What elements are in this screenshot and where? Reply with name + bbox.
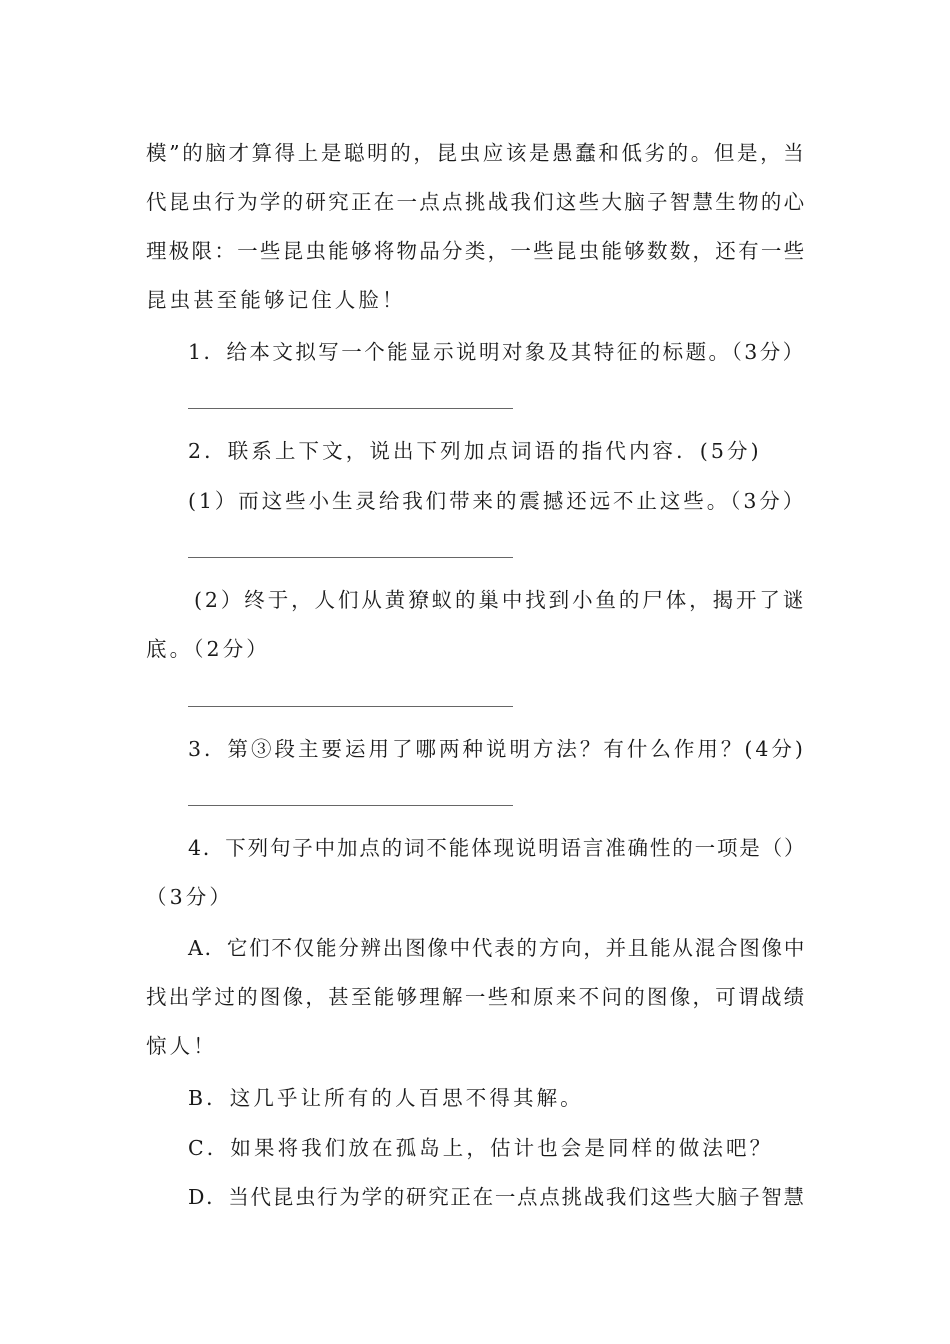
option-c: C．如果将我们放在孤岛上，估计也会是同样的做法吧？ bbox=[188, 1136, 774, 1160]
passage-line-4: 昆虫甚至能够记住人脸！ bbox=[146, 288, 406, 312]
question-4-line-2: （3分） bbox=[146, 885, 233, 909]
passage-line-3: 理极限：一些昆虫能够将物品分类，一些昆虫能够数数，还有一些 bbox=[146, 239, 807, 263]
passage-line-1: 模”的脑才算得上是聪明的，昆虫应该是愚蠢和低劣的。但是，当 bbox=[146, 141, 807, 165]
option-a-line-1: A．它们不仅能分辨出图像中代表的方向，并且能从混合图像中 bbox=[188, 936, 807, 960]
question-3: 3．第③段主要运用了哪两种说明方法？有什么作用？(4分) bbox=[188, 737, 806, 761]
passage-line-2: 代昆虫行为学的研究正在一点点挑战我们这些大脑子智慧生物的心 bbox=[146, 190, 807, 214]
answer-blank-3 bbox=[188, 805, 513, 806]
answer-blank-2-1 bbox=[188, 557, 513, 558]
option-a-line-2: 找出学过的图像，甚至能够理解一些和原来不问的图像，可谓战绩 bbox=[146, 985, 807, 1009]
question-1: 1．给本文拟写一个能显示说明对象及其特征的标题。（3分） bbox=[188, 340, 806, 364]
question-2-part-2-line-1: (2）终于，人们从黄獠蚁的巢中找到小鱼的尸体，揭开了谜 bbox=[194, 588, 807, 612]
answer-blank-1 bbox=[188, 408, 513, 409]
option-a-line-3: 惊人！ bbox=[146, 1034, 217, 1058]
option-b: B．这几乎让所有的人百思不得其解。 bbox=[188, 1086, 584, 1110]
question-2: 2．联系上下文，说出下列加点词语的指代内容．(5分) bbox=[188, 439, 762, 463]
option-d: D．当代昆虫行为学的研究正在一点点挑战我们这些大脑子智慧 bbox=[188, 1185, 806, 1209]
question-2-part-2-line-2: 底。（2分） bbox=[146, 637, 270, 661]
question-2-part-1: (1）而这些小生灵给我们带来的震撼还远不止这些。（3分） bbox=[188, 489, 807, 513]
answer-blank-2-2 bbox=[188, 706, 513, 707]
question-4-line-1: 4．下列句子中加点的词不能体现说明语言准确性的一项是（） bbox=[188, 836, 807, 860]
